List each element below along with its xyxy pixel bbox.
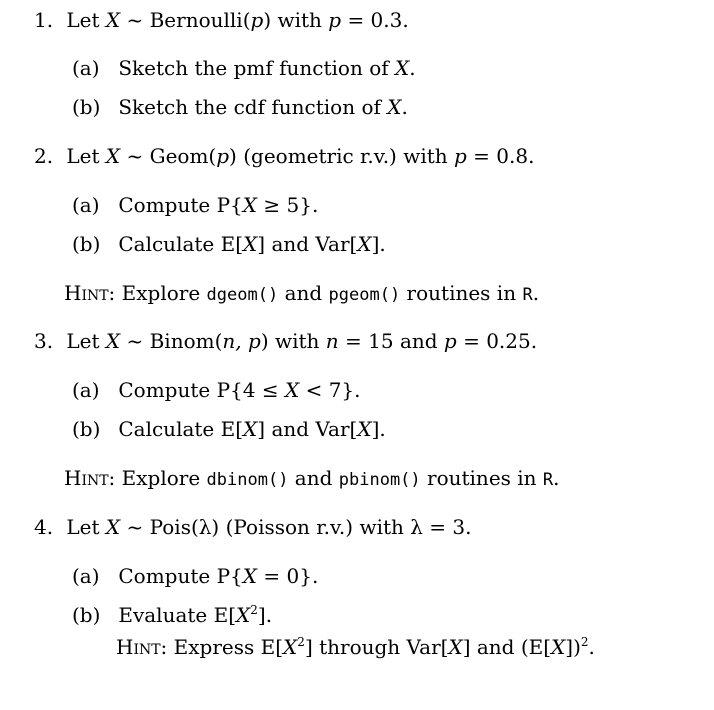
problem-3a: (a) Compute P{4 ≤ X < 7}. — [72, 378, 361, 402]
problem-2-hint: Hint: Explore dgeom() and pgeom() routines in R. — [64, 281, 540, 305]
problem-1-statement: 1. Let X ~ Bernoulli(p) with p = 0.3. — [34, 8, 409, 32]
problem-1a: (a) Sketch the pmf function of X. — [72, 56, 416, 80]
problem-1b: (b) Sketch the cdf function of X. — [72, 95, 408, 119]
problem-3b: (b) Calculate E[X] and Var[X]. — [72, 417, 386, 441]
problem-4b: (b) Evaluate $E[X^2]$. — [72, 603, 273, 627]
problem-2-statement: 2. Let X ~ Geom(p) (geometric r.v.) with p = 0.8. — [34, 144, 535, 168]
problem-4-hint: Hint: Express $E[X^2]$ through Var[X] and $(E[X])^2$. — [116, 635, 595, 659]
code-dgeom: dgeom() — [206, 285, 279, 305]
code-dbinom: dbinom() — [206, 470, 289, 490]
code-pbinom: pbinom() — [338, 470, 421, 490]
problem-number: 2. — [34, 144, 54, 168]
code-r: R — [522, 285, 533, 305]
problem-number: 4. — [34, 515, 54, 539]
problem-2a: (a) Compute P{X ≥ 5}. — [72, 193, 319, 217]
problem-3-statement: 3. Let X ~ Binom(n, p) with n = 15 and p = 0.25. — [34, 329, 538, 353]
problem-4-statement: 4. Let X ~ Pois(λ) (Poisson r.v.) with λ = 3. — [34, 515, 472, 539]
problem-number: 3. — [34, 329, 54, 353]
problem-4a: (a) Compute P{X = 0}. — [72, 564, 319, 588]
code-pgeom: pgeom() — [328, 285, 401, 305]
problem-2b: (b) Calculate E[X] and Var[X]. — [72, 232, 386, 256]
code-r: R — [542, 470, 554, 490]
problem-number: 1. — [34, 8, 54, 32]
problem-3-hint: Hint: Explore dbinom() and pbinom() routines in R. — [64, 466, 560, 490]
